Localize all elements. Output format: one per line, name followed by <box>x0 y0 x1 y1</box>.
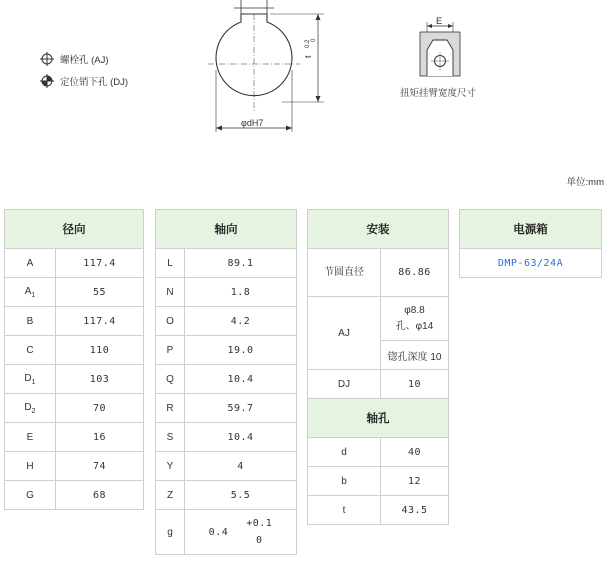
table-row <box>308 297 449 341</box>
row-value: 10.4 <box>185 423 297 452</box>
row-value: 117.4 <box>56 249 144 278</box>
d-dimension-label: φdH7 <box>241 118 264 128</box>
table-row <box>156 336 297 365</box>
shaft-header: 轴孔 <box>308 399 449 438</box>
bolt-hole-symbol-icon <box>40 52 54 66</box>
pcd-label: 节圆直径 <box>308 249 381 297</box>
table-row <box>156 307 297 336</box>
t-tolerance: 0.2 <box>305 39 311 48</box>
row-label: P <box>156 336 185 365</box>
table-row <box>156 394 297 423</box>
aj-label: AJ <box>308 297 381 370</box>
row-value: 1.8 <box>185 278 297 307</box>
table-row <box>5 481 144 510</box>
table-row <box>156 278 297 307</box>
row-value: 12 <box>381 467 449 496</box>
row-value: 5.5 <box>185 481 297 510</box>
table-row <box>5 365 144 394</box>
row-label: $D_2$ <box>5 394 56 423</box>
row-value: 89.1 <box>185 249 297 278</box>
row-value: 68 <box>56 481 144 510</box>
row-value: 103 <box>56 365 144 394</box>
t-tolerance-lower: 0 <box>311 38 317 42</box>
table-row <box>5 394 144 423</box>
row-value: 110 <box>56 336 144 365</box>
table-row <box>308 249 449 297</box>
row-label: B <box>5 307 56 336</box>
row-value: 40 <box>381 438 449 467</box>
row-label: A <box>5 249 56 278</box>
shaft-bore-drawing <box>200 0 340 140</box>
row-value: 55 <box>56 278 144 307</box>
row-value: 4 <box>185 452 297 481</box>
power-header: 电源箱 <box>460 210 602 249</box>
radial-header: 径向 <box>5 210 144 249</box>
power-model-link[interactable]: DMP-63/24A <box>460 249 602 278</box>
row-label: R <box>156 394 185 423</box>
row-label: G <box>5 481 56 510</box>
table-row <box>308 438 449 467</box>
legend-bolt-hole <box>40 52 109 66</box>
power-table <box>459 209 602 278</box>
table-row <box>156 249 297 278</box>
table-row <box>5 336 144 365</box>
row-label: d <box>308 438 381 467</box>
table-row <box>156 423 297 452</box>
table-row <box>5 278 144 307</box>
row-label: Z <box>156 481 185 510</box>
dj-label: DJ <box>308 370 381 399</box>
g-value-cell <box>185 510 297 555</box>
torque-arm-drawing <box>414 14 474 84</box>
table-row <box>156 481 297 510</box>
axial-table <box>155 209 297 555</box>
table-row <box>5 423 144 452</box>
row-label: L <box>156 249 185 278</box>
table-row <box>308 370 449 399</box>
row-label: $A_1$ <box>5 278 56 307</box>
table-row <box>156 452 297 481</box>
row-label: $D_1$ <box>5 365 56 394</box>
aj-value-hole: φ8.8孔、φ14 <box>381 297 449 341</box>
row-label: b <box>308 467 381 496</box>
table-row <box>5 452 144 481</box>
table-row <box>5 307 144 336</box>
row-label: S <box>156 423 185 452</box>
g-tol-lower: 0 <box>256 535 263 546</box>
table-row <box>308 496 449 525</box>
legend-dowel-hole-label: 定位销下孔 (DJ) <box>60 77 129 88</box>
radial-table <box>4 209 144 510</box>
e-dimension-label: E <box>436 16 443 27</box>
table-row <box>308 467 449 496</box>
row-value: 43.5 <box>381 496 449 525</box>
row-value: 16 <box>56 423 144 452</box>
row-label: Y <box>156 452 185 481</box>
row-value: 59.7 <box>185 394 297 423</box>
row-value: 74 <box>56 452 144 481</box>
row-label: t <box>308 496 381 525</box>
g-value: 0.4 <box>208 526 229 538</box>
row-value: 117.4 <box>56 307 144 336</box>
row-value: 19.0 <box>185 336 297 365</box>
g-tol-upper: +0.1 <box>246 518 273 529</box>
table-row <box>156 510 297 555</box>
table-row <box>156 365 297 394</box>
table-row <box>460 249 602 278</box>
legend-dowel-hole <box>40 74 128 88</box>
dowel-hole-symbol-icon <box>40 74 54 88</box>
row-label: C <box>5 336 56 365</box>
pcd-value: 86.86 <box>381 249 449 297</box>
row-label: g <box>156 510 185 555</box>
t-dimension-label: t <box>303 55 313 58</box>
row-value: 4.2 <box>185 307 297 336</box>
axial-header: 轴向 <box>156 210 297 249</box>
legend-bolt-hole-label: 螺栓孔 (AJ) <box>60 55 109 66</box>
row-label: E <box>5 423 56 452</box>
row-value: 10.4 <box>185 365 297 394</box>
unit-label: 单位:mm <box>566 177 604 188</box>
mounting-header: 安装 <box>308 210 449 249</box>
row-value: 70 <box>56 394 144 423</box>
table-row <box>5 249 144 278</box>
row-label: O <box>156 307 185 336</box>
row-label: Q <box>156 365 185 394</box>
aj-value-depth: 锪孔深度 10 <box>381 341 449 370</box>
dj-value: 10 <box>381 370 449 399</box>
mounting-table <box>307 209 449 525</box>
row-label: N <box>156 278 185 307</box>
torque-arm-caption: 扭矩挂臂宽度尺寸 <box>400 88 477 99</box>
row-label: H <box>5 452 56 481</box>
